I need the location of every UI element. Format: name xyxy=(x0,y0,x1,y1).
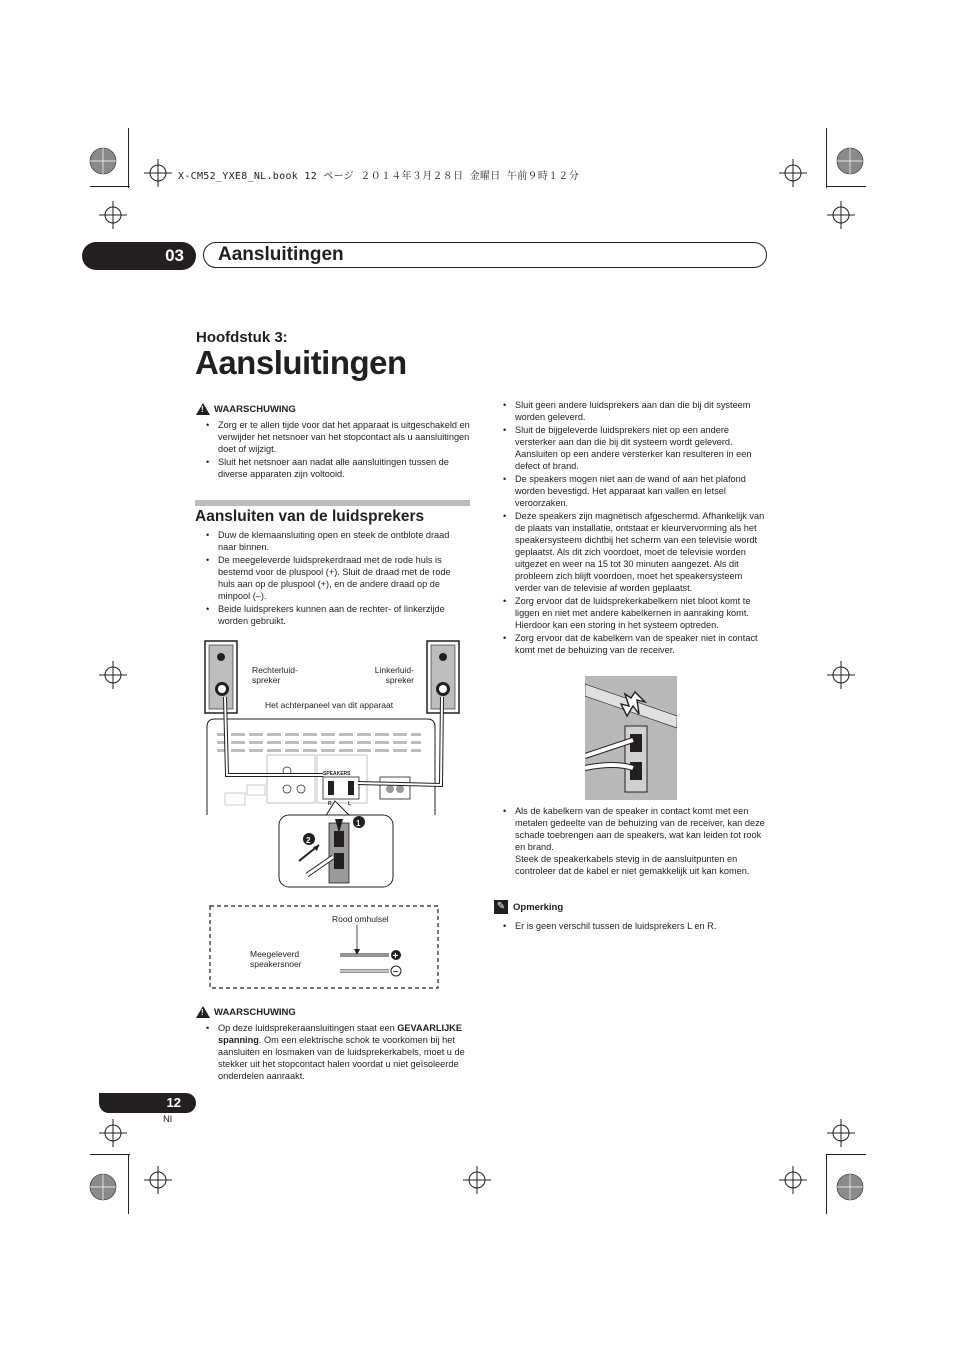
step-1-badge: 1 xyxy=(356,819,361,828)
chapter-label: Hoofdstuk 3: xyxy=(196,329,288,346)
red-sleeve-label: Rood omhulsel xyxy=(332,914,389,924)
terminal-r-label: R xyxy=(328,801,332,807)
page-number: 12 xyxy=(99,1093,196,1113)
note-title: Opmerking xyxy=(513,901,564,913)
section-divider xyxy=(195,500,470,506)
back-panel-label: Het achterpaneel van dit apparaat xyxy=(265,700,394,710)
print-file-info: X-CM52_YXE8_NL.book 12 ページ ２０１４年３月２８日 金曜日 午前９時１２分 xyxy=(178,171,580,182)
language-code: Nl xyxy=(163,1114,172,1125)
cable-contact-illustration xyxy=(585,676,677,800)
list-item: • Zorg ervoor dat de kabelkern van de speaker niet in contact komt met de behuizing van de receiver. xyxy=(495,632,770,656)
list-item: • Beide luidsprekers kunnen aan de rechter- of linkerzijde worden gebruikt. xyxy=(198,603,470,627)
right-speaker-label: Rechterluid- spreker xyxy=(252,665,298,685)
list-item: • Zorg ervoor dat de luidsprekerkabelkern niet bloot komt te liggen en niet met andere kabelkernen in aanraking komt. Hierdoor kan een storing in het systeem optreden. xyxy=(495,595,770,631)
chapter-header-title: Aansluitingen xyxy=(218,244,344,265)
supplied-cord-label: Meegeleverd speakersnoer xyxy=(250,949,302,969)
chapter-number: 03 xyxy=(82,242,196,270)
list-item: • Als de kabelkern van de speaker in contact komt met een metalen gedeelte van de behuizing van de receiver, kan deze schade toebrengen aan de speakers, wat kan leiden tot rook en brand. Steek de speakerkabels stevig in de aansluitpunten en controleer dat de kabel er niet gemakkelijk uit kan komen. xyxy=(495,805,770,877)
list-item: • Sluit geen andere luidsprekers aan dan die bij dit systeem worden geleverd. xyxy=(495,399,770,423)
section-title: Aansluiten van de luidsprekers xyxy=(195,508,425,525)
list-item: • Sluit het netsnoer aan nadat alle aansluitingen tussen de diverse apparaten zijn voltooid. xyxy=(198,456,470,480)
warning-icon: ! xyxy=(196,403,210,415)
warning-heading xyxy=(196,1006,296,1018)
terminal-l-label: L xyxy=(348,801,352,807)
precautions-list xyxy=(495,399,770,657)
contact-warning-list xyxy=(495,805,770,878)
note-pencil-icon: ✎ xyxy=(494,900,508,914)
list-item: • Sluit de bijgeleverde luidsprekers niet op een andere versterker aan dan die bij dit systeem wordt geleverd. Aansluiten op een andere versterker kan resulteren in een defect of brand. xyxy=(495,424,770,472)
warning-title: WAARSCHUWING xyxy=(214,403,296,415)
list-item: • Duw de klemaansluiting open en steek de ontblote draad naar binnen. xyxy=(198,529,470,553)
list-item: • Deze speakers zijn magnetisch afgeschermd. Afhankelijk van de plaats van installatie, ontstaat er kleurvervorming als het speakersysteem dichtbij het scherm van een televisie wordt geplaatst. Als dit zich voordoet, moet de televisie worden uitgezet en weer na 15 tot 30 minuten aangezet. Als dit probleem zich blijft voordoen, moet het speakersysteem verder van de televisie af worden geplaatst. xyxy=(495,510,770,594)
step-2-badge: 2 xyxy=(306,836,311,845)
list-item: • Op deze luidsprekeraansluitingen staat een GEVAARLIJKE spanning. Om een elektrische schok te voorkomen bij het aansluiten en losmaken van de luidsprekerkabels, moet u de stekker uit het stopcontact halen voordat u niet geïsoleerde onderdelen aanraakt. xyxy=(198,1022,470,1082)
danger-voltage-text: GEVAARLIJKE spanning xyxy=(218,1023,462,1045)
warning-list xyxy=(198,1022,470,1083)
list-item: • Zorg er te allen tijde voor dat het apparaat is uitgeschakeld en verwijder het netsnoer van het stopcontact als u aansluitingen doet of wijzigt. xyxy=(198,419,470,455)
speakers-terminal-label: SPEAKERS xyxy=(323,771,351,777)
note-list xyxy=(495,920,770,933)
left-speaker-label: Linkerluid- spreker xyxy=(374,665,414,685)
plus-icon: + xyxy=(392,951,399,962)
note-heading xyxy=(494,900,563,914)
list-item: • De speakers mogen niet aan de wand of aan het plafond worden bevestigd. Het apparaat kan vallen en letsel veroorzaken. xyxy=(495,473,770,509)
minus-icon: – xyxy=(393,966,399,976)
warning-icon: ! xyxy=(196,1006,210,1018)
page-title: Aansluitingen xyxy=(195,344,407,381)
warning-heading xyxy=(196,403,296,415)
warning-title: WAARSCHUWING xyxy=(214,1006,296,1018)
list-item: • Er is geen verschil tussen de luidsprekers L en R. xyxy=(495,920,770,932)
list-item: • De meegeleverde luidsprekerdraad met de rode huls is bestemd voor de pluspool (+). Sluit de draad met de rode huls aan op de pluspool (+), en de andere draad op de minpool (–). xyxy=(198,554,470,602)
warning-list xyxy=(198,419,470,481)
speaker-connection-diagram xyxy=(195,635,475,995)
section-list xyxy=(198,529,470,628)
